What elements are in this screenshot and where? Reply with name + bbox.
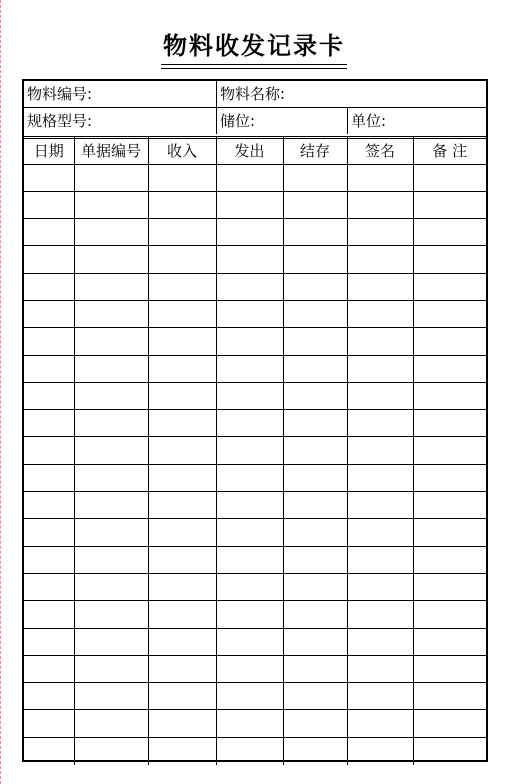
table-cell[interactable] <box>283 300 347 327</box>
table-cell[interactable] <box>24 546 74 573</box>
table-cell[interactable] <box>148 437 216 464</box>
table-cell[interactable] <box>24 300 74 327</box>
table-cell[interactable] <box>347 573 413 600</box>
table-cell[interactable] <box>283 710 347 737</box>
table-cell[interactable] <box>283 437 347 464</box>
table-cell[interactable] <box>347 410 413 437</box>
table-row <box>24 573 486 600</box>
table-cell[interactable] <box>216 655 283 682</box>
table-cell[interactable] <box>216 300 283 327</box>
table-cell[interactable] <box>347 710 413 737</box>
col-date: 日期 <box>24 137 74 164</box>
material-name-label: 物料名称: <box>220 85 286 103</box>
table-cell[interactable] <box>347 246 413 273</box>
table-cell[interactable] <box>413 300 486 327</box>
table-cell[interactable] <box>216 273 283 300</box>
table-cell[interactable] <box>74 546 148 573</box>
table-cell[interactable] <box>413 219 486 246</box>
table-cell[interactable] <box>216 355 283 382</box>
table-cell[interactable] <box>413 355 486 382</box>
table-cell[interactable] <box>283 628 347 655</box>
table-cell[interactable] <box>413 546 486 573</box>
table-row <box>24 164 486 191</box>
table-cell[interactable] <box>24 164 74 191</box>
table-cell[interactable] <box>74 191 148 218</box>
table-cell[interactable] <box>347 492 413 519</box>
table-row <box>24 273 486 300</box>
table-cell[interactable] <box>148 601 216 628</box>
table-cell[interactable] <box>148 655 216 682</box>
table-cell[interactable] <box>24 355 74 382</box>
table-cell[interactable] <box>216 710 283 737</box>
table-cell[interactable] <box>74 355 148 382</box>
table-cell[interactable] <box>24 573 74 600</box>
table-cell[interactable] <box>347 164 413 191</box>
table-cell[interactable] <box>216 546 283 573</box>
table-cell[interactable] <box>24 246 74 273</box>
table-cell[interactable] <box>24 464 74 491</box>
title-wrap <box>0 26 508 65</box>
table-cell[interactable] <box>413 628 486 655</box>
table-cell[interactable] <box>148 382 216 409</box>
table-cell[interactable] <box>347 655 413 682</box>
table-cell[interactable] <box>413 273 486 300</box>
spec-label: 规格型号: <box>27 112 93 130</box>
table-row <box>24 464 486 491</box>
table-cell[interactable] <box>24 273 74 300</box>
table-cell[interactable] <box>413 601 486 628</box>
table-cell[interactable] <box>24 410 74 437</box>
col-doc-number: 单据编号 <box>74 137 148 164</box>
table-cell[interactable] <box>74 628 148 655</box>
table-cell[interactable] <box>216 191 283 218</box>
table-cell[interactable] <box>74 437 148 464</box>
table-cell[interactable] <box>283 546 347 573</box>
table-cell[interactable] <box>347 191 413 218</box>
table-cell[interactable] <box>413 519 486 546</box>
table-cell[interactable] <box>24 191 74 218</box>
table-cell[interactable] <box>148 546 216 573</box>
table-cell[interactable] <box>74 328 148 355</box>
col-receipt: 收入 <box>148 137 216 164</box>
table-cell[interactable] <box>347 355 413 382</box>
table-cell[interactable] <box>74 273 148 300</box>
table-row <box>24 546 486 573</box>
table-cell[interactable] <box>283 492 347 519</box>
info-row-1 <box>24 81 486 108</box>
table-cell[interactable] <box>283 191 347 218</box>
table-cell[interactable] <box>413 191 486 218</box>
table-cell[interactable] <box>74 219 148 246</box>
table-cell[interactable] <box>347 464 413 491</box>
table-cell[interactable] <box>283 328 347 355</box>
table-cell[interactable] <box>216 683 283 710</box>
table-cell[interactable] <box>148 328 216 355</box>
table-cell[interactable] <box>148 628 216 655</box>
table-cell[interactable] <box>347 437 413 464</box>
table-cell[interactable] <box>24 519 74 546</box>
table-cell[interactable] <box>347 300 413 327</box>
table-cell[interactable] <box>148 737 216 764</box>
table-cell[interactable] <box>24 382 74 409</box>
table-cell[interactable] <box>216 437 283 464</box>
table-cell[interactable] <box>347 328 413 355</box>
table-cell[interactable] <box>283 655 347 682</box>
table-cell[interactable] <box>216 519 283 546</box>
table-row <box>24 328 486 355</box>
table-cell[interactable] <box>283 737 347 764</box>
table-body <box>24 164 486 765</box>
table-cell[interactable] <box>74 246 148 273</box>
table-row <box>24 191 486 218</box>
table-cell[interactable] <box>347 273 413 300</box>
table-cell[interactable] <box>283 382 347 409</box>
table-row <box>24 710 486 737</box>
table-cell[interactable] <box>216 246 283 273</box>
table-cell[interactable] <box>216 737 283 764</box>
table-cell[interactable] <box>74 164 148 191</box>
table-cell[interactable] <box>216 328 283 355</box>
unit-label: 单位: <box>351 112 387 130</box>
page-title: 物料收发记录卡 <box>161 26 347 65</box>
table-cell[interactable] <box>148 492 216 519</box>
table-cell[interactable] <box>148 683 216 710</box>
table-cell[interactable] <box>283 519 347 546</box>
table-cell[interactable] <box>413 573 486 600</box>
table-cell[interactable] <box>413 164 486 191</box>
table-cell[interactable] <box>74 573 148 600</box>
table-cell[interactable] <box>413 437 486 464</box>
table-cell[interactable] <box>148 710 216 737</box>
col-remarks: 备 注 <box>413 137 486 164</box>
table-row <box>24 246 486 273</box>
table-cell[interactable] <box>74 300 148 327</box>
perforation-line <box>0 0 3 784</box>
table-cell[interactable] <box>74 601 148 628</box>
table-cell[interactable] <box>74 710 148 737</box>
storage-label: 储位: <box>220 112 256 130</box>
table-cell[interactable] <box>347 601 413 628</box>
table-cell[interactable] <box>148 355 216 382</box>
table-cell[interactable] <box>413 410 486 437</box>
table-cell[interactable] <box>216 382 283 409</box>
table-cell[interactable] <box>216 464 283 491</box>
table-row <box>24 355 486 382</box>
table-row <box>24 219 486 246</box>
table-cell[interactable] <box>24 328 74 355</box>
table-cell[interactable] <box>413 492 486 519</box>
table-cell[interactable] <box>148 191 216 218</box>
table-row <box>24 683 486 710</box>
table-cell[interactable] <box>24 492 74 519</box>
table-cell[interactable] <box>74 382 148 409</box>
table-cell[interactable] <box>24 710 74 737</box>
table-cell[interactable] <box>74 683 148 710</box>
table-cell[interactable] <box>413 464 486 491</box>
table-cell[interactable] <box>216 164 283 191</box>
table-cell[interactable] <box>216 492 283 519</box>
table-row <box>24 519 486 546</box>
table-row <box>24 737 486 764</box>
table-cell[interactable] <box>74 464 148 491</box>
info-row-2 <box>24 108 486 134</box>
record-card <box>22 79 488 762</box>
table-cell[interactable] <box>347 628 413 655</box>
col-signature: 签名 <box>347 137 413 164</box>
table-cell[interactable] <box>283 464 347 491</box>
table-cell[interactable] <box>413 246 486 273</box>
table-cell[interactable] <box>347 683 413 710</box>
table-cell[interactable] <box>413 382 486 409</box>
table-cell[interactable] <box>347 382 413 409</box>
table-cell[interactable] <box>148 573 216 600</box>
material-code-label: 物料编号: <box>27 85 93 103</box>
table-cell[interactable] <box>283 683 347 710</box>
table-cell[interactable] <box>148 246 216 273</box>
table-cell[interactable] <box>216 219 283 246</box>
table-cell[interactable] <box>74 655 148 682</box>
table-cell[interactable] <box>74 492 148 519</box>
table-cell[interactable] <box>148 164 216 191</box>
table-cell[interactable] <box>216 628 283 655</box>
table-header-row <box>24 137 486 164</box>
table-cell[interactable] <box>216 601 283 628</box>
table-cell[interactable] <box>413 328 486 355</box>
table-cell[interactable] <box>74 410 148 437</box>
table-row <box>24 437 486 464</box>
table-row <box>24 492 486 519</box>
table-cell[interactable] <box>74 519 148 546</box>
table-cell[interactable] <box>24 655 74 682</box>
record-table <box>24 137 486 765</box>
table-row <box>24 382 486 409</box>
table-cell[interactable] <box>347 737 413 764</box>
table-cell[interactable] <box>74 737 148 764</box>
table-row <box>24 655 486 682</box>
table-cell[interactable] <box>24 737 74 764</box>
col-issue: 发出 <box>216 137 283 164</box>
table-cell[interactable] <box>347 519 413 546</box>
table-cell[interactable] <box>347 546 413 573</box>
table-cell[interactable] <box>413 655 486 682</box>
table-cell[interactable] <box>283 164 347 191</box>
table-cell[interactable] <box>148 519 216 546</box>
table-cell[interactable] <box>148 219 216 246</box>
table-cell[interactable] <box>347 219 413 246</box>
table-cell[interactable] <box>413 737 486 764</box>
table-cell[interactable] <box>148 410 216 437</box>
table-cell[interactable] <box>24 628 74 655</box>
table-cell[interactable] <box>283 601 347 628</box>
table-row <box>24 628 486 655</box>
table-cell[interactable] <box>413 683 486 710</box>
table-cell[interactable] <box>283 410 347 437</box>
table-cell[interactable] <box>216 410 283 437</box>
table-cell[interactable] <box>24 437 74 464</box>
table-cell[interactable] <box>24 683 74 710</box>
table-cell[interactable] <box>24 601 74 628</box>
table-cell[interactable] <box>283 219 347 246</box>
table-row <box>24 601 486 628</box>
table-cell[interactable] <box>283 273 347 300</box>
table-cell[interactable] <box>413 710 486 737</box>
table-cell[interactable] <box>216 573 283 600</box>
table-cell[interactable] <box>148 300 216 327</box>
table-cell[interactable] <box>148 464 216 491</box>
table-cell[interactable] <box>148 273 216 300</box>
table-row <box>24 300 486 327</box>
table-cell[interactable] <box>283 246 347 273</box>
col-balance: 结存 <box>283 137 347 164</box>
table-row <box>24 410 486 437</box>
table-cell[interactable] <box>283 355 347 382</box>
table-cell[interactable] <box>24 219 74 246</box>
table-cell[interactable] <box>283 573 347 600</box>
